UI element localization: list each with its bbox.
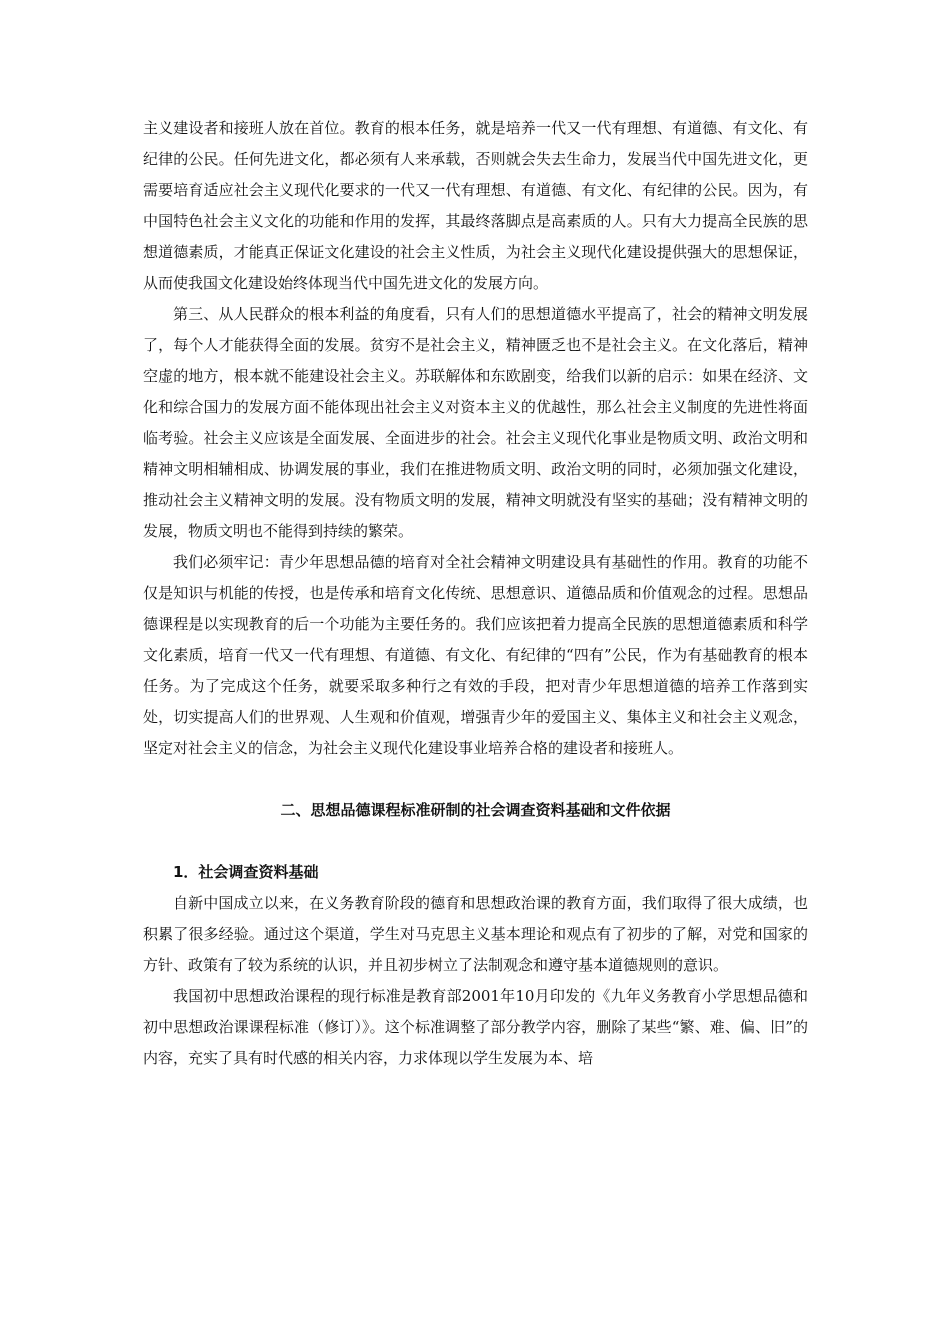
sub-heading: 1．社会调查资料基础	[173, 863, 319, 881]
paragraph-continuation: 主义建设者和接班人放在首位。教育的根本任务，就是培养一代又一代有理想、有道德、有文化、有纪律的公民。任何先进文化，都必须有人来承载，否则就会失去生命力，发展当代中国先进文化，更需要培育适应社会主义现代化要求的一代又一代有理想、有道德、有文化、有纪律的公民。因为，有中国特色社会主义文化的功能和作用的发挥，其最终落脚点是高素质的人。只有大力提高全民族的思想道德素质，才能真正保证文化建设的社会主义性质，为社会主义现代化建设提供强大的思想保证，从而使我国文化建设始终体现当代中国先进文化的发展方向。	[143, 119, 808, 292]
paragraph-survey: 自新中国成立以来，在义务教育阶段的德育和思想政治课的教育方面，我们取得了很大成绩，也积累了很多经验。通过这个渠道，学生对马克思主义基本理论和观点有了初步的了解，对党和国家的方针、政策有了较为系统的认识，并且初步树立了法制观念和遵守基本道德规则的意识。	[143, 894, 808, 974]
paragraph-remember: 我们必须牢记：青少年思想品德的培育对全社会精神文明建设具有基础性的作用。教育的功能不仅是知识与机能的传授，也是传承和培育文化传统、思想意识、道德品质和价值观念的过程。思想品德课程是以实现教育的后一个功能为主要任务的。我们应该把着力提高全民族的思想道德素质和科学文化素质，培育一代又一代有理想、有道德、有文化、有纪律的“四有”公民，作为有基础教育的根本任务。为了完成这个任务，就要采取多种行之有效的手段，把对青少年思想道德的培养工作落到实处，切实提高人们的世界观、人生观和价值观，增强青少年的爱国主义、集体主义和社会主义观念，坚定对社会主义的信念，为社会主义现代化建设事业培养合格的建设者和接班人。	[143, 553, 808, 757]
paragraph-third-point: 第三、从人民群众的根本利益的角度看，只有人们的思想道德水平提高了，社会的精神文明发展了，每个人才能获得全面的发展。贫穷不是社会主义，精神匮乏也不是社会主义。在文化落后，精神空虚的地方，根本就不能建设社会主义。苏联解体和东欧剧变，给我们以新的启示：如果在经济、文化和综合国力的发展方面不能体现出社会主义对资本主义的优越性，那么社会主义制度的先进性将面临考验。社会主义应该是全面发展、全面进步的社会。社会主义现代化事业是物质文明、政治文明和精神文明相辅相成、协调发展的事业，我们在推进物质文明、政治文明的同时，必须加强文化建设，推动社会主义精神文明的发展。没有物质文明的发展，精神文明就没有坚实的基础；没有精神文明的发展，物质文明也不能得到持续的繁荣。	[143, 305, 808, 540]
section-heading: 二、思想品德课程标准研制的社会调查资料基础和文件依据	[280, 801, 671, 819]
paragraph-standard: 我国初中思想政治课程的现行标准是教育部2001年10月印发的《九年义务教育小学思想品德和初中思想政治课课程标准（修订）》。这个标准调整了部分教学内容，删除了某些“繁、难、偏、旧”的内容，充实了具有时代感的相关内容，力求体现以学生发展为本、培	[143, 987, 808, 1067]
document-body	[143, 113, 808, 1074]
